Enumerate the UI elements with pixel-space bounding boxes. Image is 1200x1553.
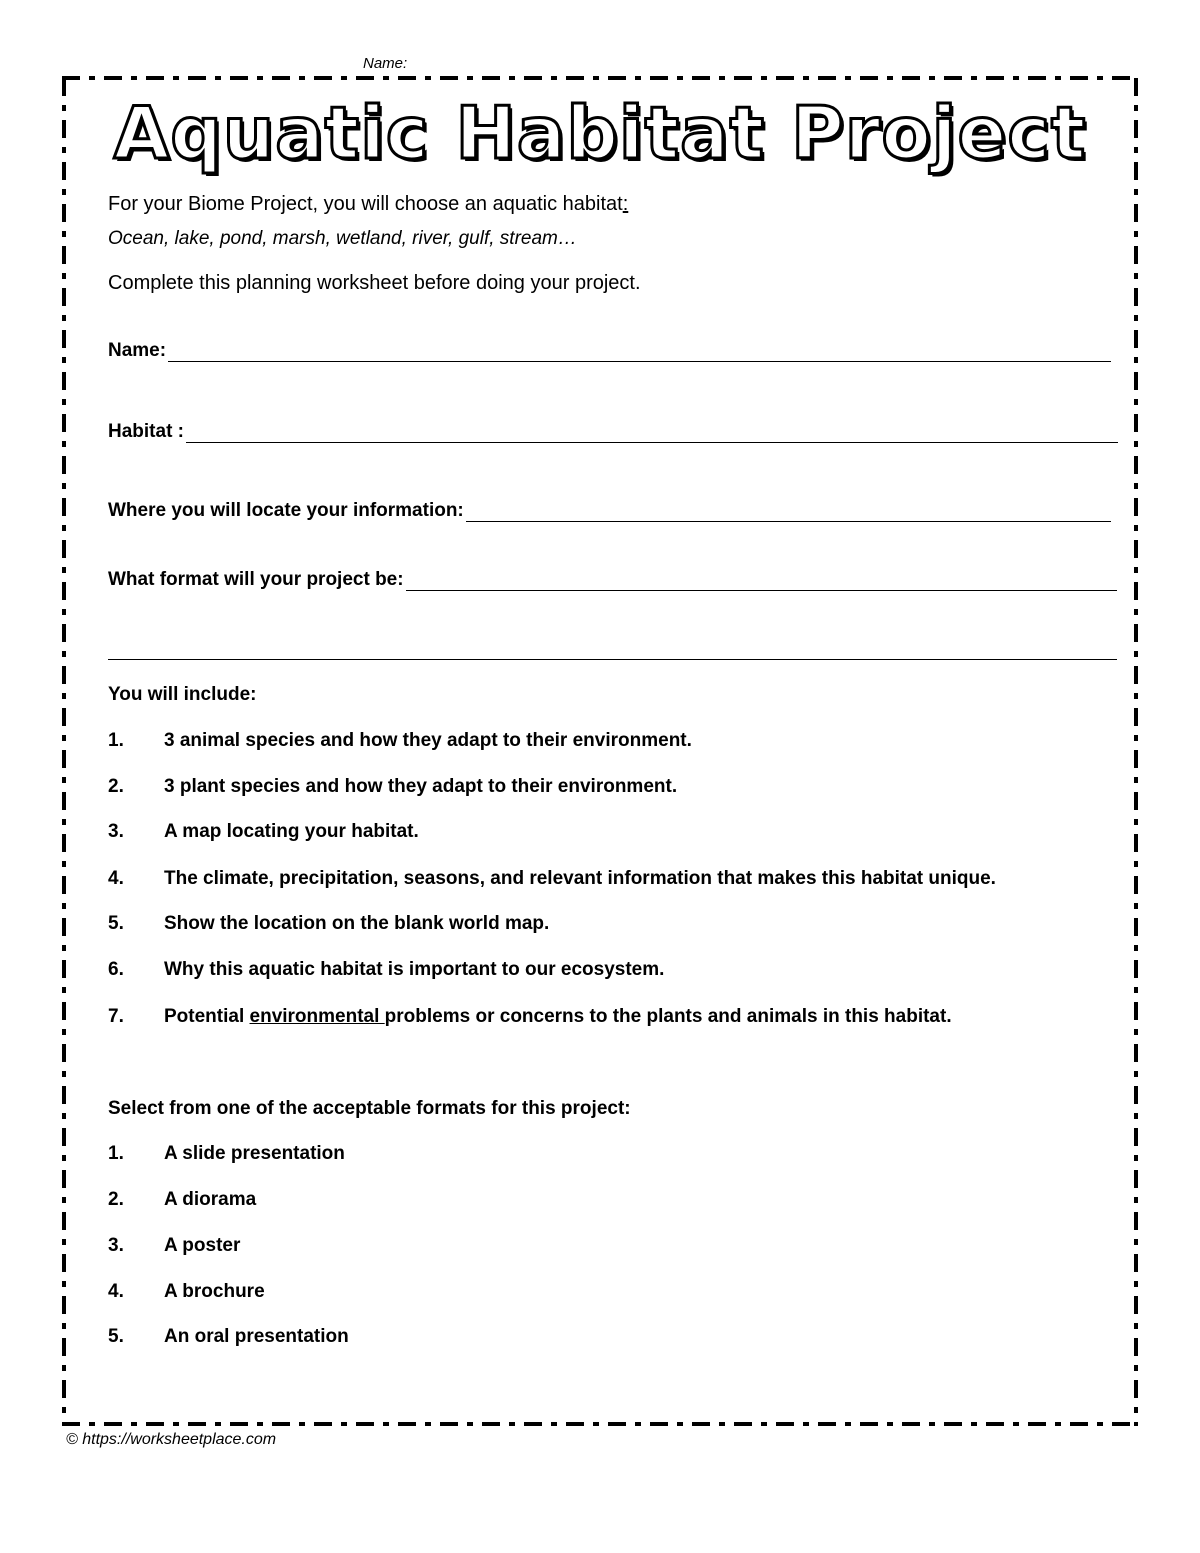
format-field-label: What format will your project be: bbox=[108, 569, 404, 590]
format-option: 3. A poster bbox=[108, 1235, 241, 1256]
extra-answer-line[interactable] bbox=[108, 659, 1117, 660]
format-field[interactable] bbox=[108, 569, 1117, 591]
intro-habitat-examples: Ocean, lake, pond, marsh, wetland, river, gulf, stream… bbox=[108, 228, 577, 249]
include-item: 4. The climate, precipitation, seasons, and relevant information that makes this habitat unique. bbox=[108, 868, 996, 889]
format-option: 4. A brochure bbox=[108, 1281, 265, 1302]
include-item: 5. Show the location on the blank world map. bbox=[108, 913, 550, 934]
format-option: 5. An oral presentation bbox=[108, 1326, 349, 1347]
include-item: 3. A map locating your habitat. bbox=[108, 821, 419, 842]
include-item: 2. 3 plant species and how they adapt to their environment. bbox=[108, 776, 678, 797]
intro-line-1: For your Biome Project, you will choose an aquatic habitat: bbox=[108, 193, 629, 215]
habitat-field-label: Habitat : bbox=[108, 421, 184, 442]
name-field[interactable] bbox=[108, 340, 1111, 362]
page-title: Aquatic Habitat Project bbox=[113, 91, 1087, 175]
copyright-footer: © https://worksheetplace.com bbox=[66, 1431, 277, 1448]
locate-info-field[interactable] bbox=[108, 500, 1111, 522]
locate-info-field-line[interactable] bbox=[466, 501, 1111, 522]
name-field-line[interactable] bbox=[168, 341, 1111, 362]
locate-info-field-label: Where you will locate your information: bbox=[108, 500, 464, 521]
include-item: 1. 3 animal species and how they adapt to their environment. bbox=[108, 730, 692, 751]
include-heading: You will include: bbox=[108, 684, 257, 705]
habitat-field-line[interactable] bbox=[186, 422, 1118, 443]
formats-heading: Select from one of the acceptable formats for this project: bbox=[108, 1098, 631, 1119]
name-field-label: Name: bbox=[108, 340, 167, 361]
habitat-field[interactable] bbox=[108, 421, 1118, 443]
format-field-line[interactable] bbox=[406, 570, 1117, 591]
intro-instructions: Complete this planning worksheet before doing your project. bbox=[108, 272, 641, 294]
include-item: 6. Why this aquatic habitat is important to our ecosystem. bbox=[108, 959, 665, 980]
include-item: 7. Potential environmental problems or concerns to the plants and animals in this habitat. bbox=[108, 1006, 952, 1027]
format-option: 1. A slide presentation bbox=[108, 1143, 345, 1164]
format-option: 2. A diorama bbox=[108, 1189, 257, 1210]
top-name-label: Name: bbox=[363, 55, 408, 72]
